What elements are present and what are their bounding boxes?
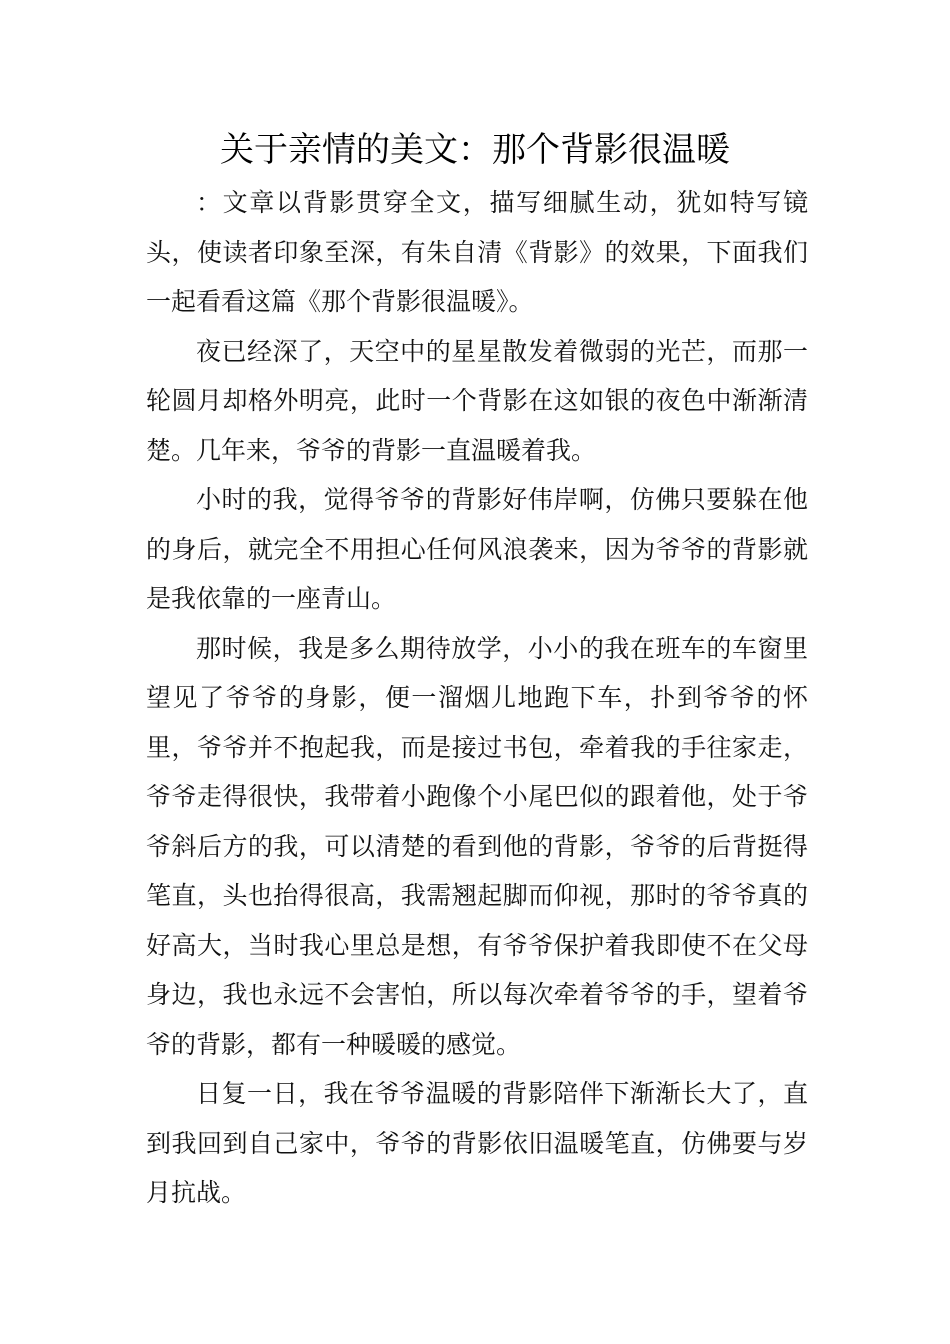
paragraph-night: 夜已经深了，天空中的星星散发着微弱的光芒，而那一轮圆月却格外明亮，此时一个背影在这如银的夜色中渐渐清楚。几年来，爷爷的背影一直温暖着我。	[146, 336, 808, 465]
document-title: 关于亲情的美文：那个背影很温暖	[220, 130, 730, 170]
paragraph-growing-up: 日复一日，我在爷爷温暖的背影陪伴下渐渐长大了，直到我回到自己家中，爷爷的背影依旧温暖笔直，仿佛要与岁月抗战。	[146, 1079, 808, 1207]
paragraph-intro: ：文章以背影贯穿全文，描写细腻生动，犹如特写镜头，使读者印象至深，有朱自清《背影》的效果，下面我们一起看看这篇《那个背影很温暖》。	[146, 188, 808, 316]
document-body	[146, 178, 808, 1218]
paragraph-school: 那时候，我是多么期待放学，小小的我在班车的车窗里望见了爷爷的身影，便一溜烟儿地跑下车，扑到爷爷的怀里，爷爷并不抱起我，而是接过书包，牵着我的手往家走，爷爷走得很快，我带着小跑像个小尾巴似的跟着他，处于爷爷斜后方的我，可以清楚的看到他的背影，爷爷的后背挺得笔直，头也抬得很高，我需翘起脚而仰视，那时的爷爷真的好高大，当时我心里总是想，有爷爷保护着我即使不在父母身边，我也永远不会害怕，所以每次牵着爷爷的手，望着爷爷的背影，都有一种暖暖的感觉。	[146, 633, 808, 1059]
paragraph-childhood: 小时的我，觉得爷爷的背影好伟岸啊，仿佛只要躲在他的身后，就完全不用担心任何风浪袭来，因为爷爷的背影就是我依靠的一座青山。	[146, 485, 808, 613]
